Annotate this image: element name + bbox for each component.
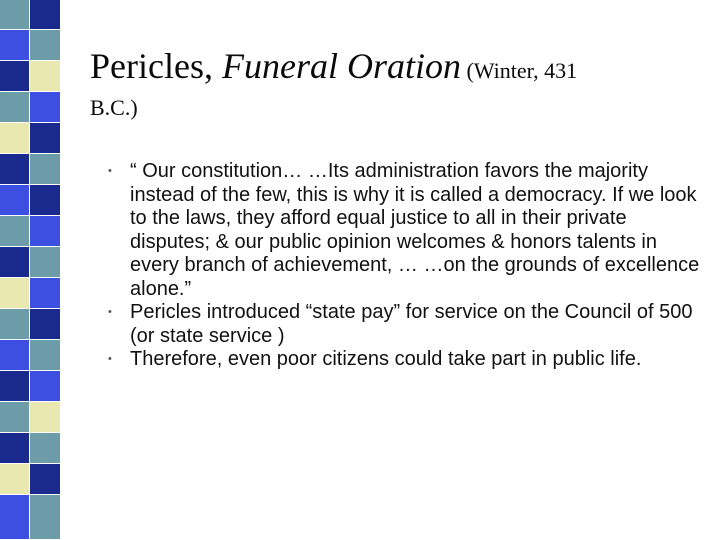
strip-block	[0, 309, 30, 340]
strip-block	[30, 185, 61, 216]
bullet-item	[108, 348, 708, 372]
decorative-checker-strip	[0, 0, 61, 540]
strip-block	[0, 371, 30, 402]
strip-block	[30, 123, 61, 154]
bullet-list	[108, 160, 708, 372]
strip-block	[30, 433, 61, 464]
strip-block	[0, 123, 30, 154]
strip-block	[30, 371, 61, 402]
strip-block	[30, 0, 61, 30]
strip-block	[0, 154, 30, 185]
strip-block	[30, 464, 61, 495]
title-line-2: B.C.)	[90, 95, 138, 120]
strip-block	[0, 61, 30, 92]
strip-block	[0, 247, 30, 278]
strip-block	[0, 216, 30, 247]
bullet-marker: •	[108, 306, 112, 318]
bullet-item	[108, 301, 708, 348]
title-part-2-italic: Funeral Oration	[221, 46, 461, 86]
bullet-text: Therefore, even poor citizens could take part in public life.	[130, 348, 642, 370]
strip-block	[30, 278, 61, 309]
strip-block	[30, 61, 61, 92]
strip-block	[0, 278, 30, 309]
bullet-marker: •	[108, 165, 112, 177]
strip-block	[0, 402, 30, 433]
strip-block	[0, 30, 30, 61]
strip-block	[30, 309, 61, 340]
bullet-text: “ Our constitution… …Its administration favors the majority instead of the few, this is why it is called a democracy. If we look to the laws, they afford equal justice to all in their private disputes; & our public opinion welcomes & honors talents in every branch of achievement, … …on the grounds of excellence alone.”	[130, 160, 700, 300]
strip-block	[0, 0, 30, 30]
bullet-item	[108, 160, 708, 301]
title-part-1: Pericles,	[90, 46, 222, 86]
strip-block	[30, 402, 61, 433]
strip-block	[0, 433, 30, 464]
strip-block	[0, 495, 30, 540]
bullet-text: Pericles introduced “state pay” for service on the Council of 500 (or state service )	[130, 301, 693, 347]
strip-block	[0, 340, 30, 371]
strip-block	[30, 30, 61, 61]
strip-block	[0, 464, 30, 495]
strip-block	[30, 495, 61, 540]
title-part-3: (Winter, 431	[460, 58, 578, 83]
bullet-marker: •	[108, 353, 112, 365]
strip-block	[30, 154, 61, 185]
strip-block	[0, 92, 30, 123]
strip-block	[30, 92, 61, 123]
strip-block	[30, 216, 61, 247]
strip-block	[30, 340, 61, 371]
slide-title	[90, 42, 700, 122]
strip-block	[0, 185, 30, 216]
strip-block	[30, 247, 61, 278]
